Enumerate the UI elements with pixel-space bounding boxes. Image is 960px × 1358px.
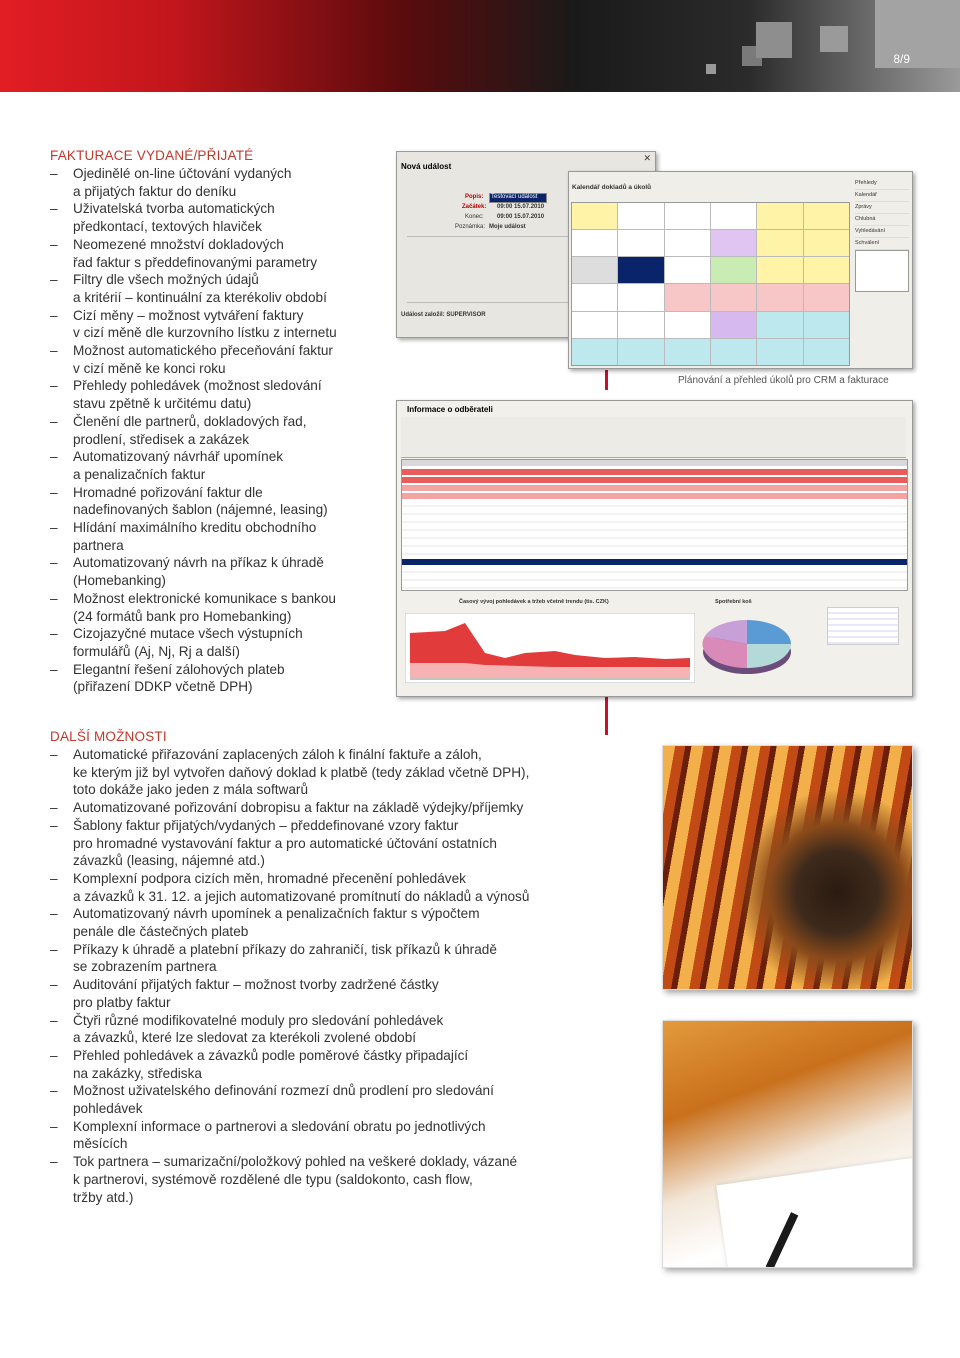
list-item: – Ojedinělé on-line účtování vydaných a přijatých faktur do deníku: [50, 165, 370, 200]
section-title-more-options: DALŠÍ MOŽNOSTI: [50, 729, 167, 744]
header-banner: [0, 0, 960, 92]
list-item: – Automatizovaný návrhář upomínek a penalizačních faktur: [50, 448, 370, 483]
decor-square: [756, 22, 792, 58]
calendar-screenshot: [568, 171, 913, 369]
list-item: – Automatické přiřazování zaplacených záloh k finální faktuře a záloh, ke kterým již byl vytvořen daňový doklad k platbě (tedy základ včetně DPH), toto dokáže jako jeden z mála softwarů: [50, 746, 610, 799]
event-label: Začátek:: [462, 204, 487, 210]
more-options-list: [50, 746, 610, 1206]
list-item: – Členění dle partnerů, dokladových řad, prodlení, středisek a zakázek: [50, 413, 370, 448]
calendar-grid: [571, 202, 850, 366]
list-item: – Tok partnera – sumarizační/položkový pohled na veškeré doklady, vázané k partnerovi, systémově rozdělené dle typu (saldokonto, cash flow, tržby atd.): [50, 1153, 610, 1206]
list-item: – Automatizovaný návrh na příkaz k úhradě (Homebanking): [50, 554, 370, 589]
list-item: – Hlídání maximálního kreditu obchodního partnera: [50, 519, 370, 554]
list-item: – Cizí měny – možnost vytváření faktury v cizí měně dle kurzovního lístku z internetu: [50, 307, 370, 342]
signing-photo: [662, 1020, 913, 1268]
dialog-title: Nová událost: [401, 162, 452, 171]
close-icon: ✕: [643, 153, 651, 163]
list-item: – Filtry dle všech možných údajů a kritérií – kontinuální za kterékoliv období: [50, 271, 370, 306]
calendar-menu-item: Schválení: [855, 238, 909, 250]
list-item: – Příkazy k úhradě a platební příkazy do zahraničí, tisk příkazů k úhradě se zobrazením partnera: [50, 941, 610, 976]
list-item: – Možnost uživatelského definování rozmezí dnů prodlení pro sledování pohledávek: [50, 1082, 610, 1117]
pie-title: Spotřební koš: [715, 599, 752, 605]
list-item: – Komplexní podpora cizích měn, hromadné přecenění pohledávek a závazků k 31. 12. a jejich automatizované promítnutí do nákladů a výnosů: [50, 870, 610, 905]
list-item: – Možnost elektronické komunikace s bankou (24 formátů bank pro Homebanking): [50, 590, 370, 625]
list-item: – Automatizovaný návrh upomínek a penalizačních faktur s výpočtem penále dle částečných plateb: [50, 905, 610, 940]
page-number: 8/9: [893, 52, 910, 66]
event-value: Moje událost: [489, 224, 526, 230]
watch-photo: [662, 745, 913, 990]
calendar-menu-item: Vyhledávání: [855, 226, 909, 238]
list-item: – Komplexní informace o partnerovi a sledování obratu po jednotlivých měsících: [50, 1118, 610, 1153]
calendar-title: Kalendář dokladů a úkolů: [572, 184, 652, 191]
partner-title: Informace o odběrateli: [407, 405, 493, 414]
paper-shape: [716, 1158, 913, 1268]
list-item: – Uživatelská tvorba automatických předkontací, textových hlaviček: [50, 200, 370, 235]
section-title-invoicing: FAKTURACE VYDANÉ/PŘIJATÉ: [50, 148, 254, 163]
decor-square: [820, 26, 848, 52]
list-item: – Auditování přijatých faktur – možnost tvorby zadržené částky pro platby faktur: [50, 976, 610, 1011]
calendar-menu-item: Chlubná: [855, 214, 909, 226]
pie-chart: [697, 606, 797, 686]
list-item: – Čtyři různé modifikovatelné moduly pro sledování pohledávek a závazků, které lze sledovat za kterékoli zvolené období: [50, 1012, 610, 1047]
partner-header-panel: [401, 417, 906, 458]
mini-calendar: [855, 250, 909, 292]
divider-line: [605, 695, 608, 735]
list-item: – Hromadné pořizování faktur dle nadefinovaných šablon (nájemné, leasing): [50, 484, 370, 519]
invoicing-feature-list: [50, 165, 370, 696]
calendar-menu-item: Přehledy: [855, 178, 909, 190]
list-item: – Možnost automatického přeceňování faktur v cizí měně ke konci roku: [50, 342, 370, 377]
pie-legend: [827, 607, 899, 645]
calendar-menu-item: Kalendář: [855, 190, 909, 202]
invoice-table: [401, 459, 908, 591]
event-footer: Událost založil: SUPERVISOR: [401, 312, 486, 318]
chart-title: Časový vývoj pohledávek a tržeb včetně trendu (tis. CZK): [459, 599, 609, 605]
list-item: – Elegantní řešení zálohových plateb (přiřazení DDKP včetně DPH): [50, 661, 370, 696]
partner-info-screenshot: [396, 400, 913, 697]
calendar-menu-item: Zprávy: [855, 202, 909, 214]
event-value: 09:00 15.07.2010: [497, 204, 545, 210]
list-item: – Přehledy pohledávek (možnost sledování stavu zpětně k určitému datu): [50, 377, 370, 412]
list-item: – Přehled pohledávek a závazků podle poměrové částky připadající na zakázky, střediska: [50, 1047, 610, 1082]
trend-area-chart: [405, 613, 695, 683]
calendar-menu: [855, 178, 909, 250]
event-label: Poznámka:: [455, 224, 486, 230]
list-item: – Šablony faktur přijatých/vydaných – předdefinované vzory faktur pro hromadné vystavování faktur a pro automatické účtování ostatních závazků (leasing, nájemné atd.): [50, 817, 610, 870]
list-item: – Automatizované pořizování dobropisu a faktur na základě výdejky/příjemky: [50, 799, 610, 817]
decor-square: [875, 0, 960, 68]
list-item: – Cizojazyčné mutace všech výstupních formulářů (Aj, Nj, Rj a další): [50, 625, 370, 660]
event-value: Testovací událost: [491, 194, 538, 200]
decor-square: [706, 64, 716, 74]
event-value: 09:00 15.07.2010: [497, 214, 545, 220]
event-label: Popis:: [465, 194, 484, 200]
list-item: – Neomezené množství dokladových řad faktur s předdefinovanými parametry: [50, 236, 370, 271]
divider-line: [605, 370, 608, 390]
event-label: Konec:: [465, 214, 484, 220]
screenshot-caption: Plánování a přehled úkolů pro CRM a fakturace: [678, 375, 889, 386]
